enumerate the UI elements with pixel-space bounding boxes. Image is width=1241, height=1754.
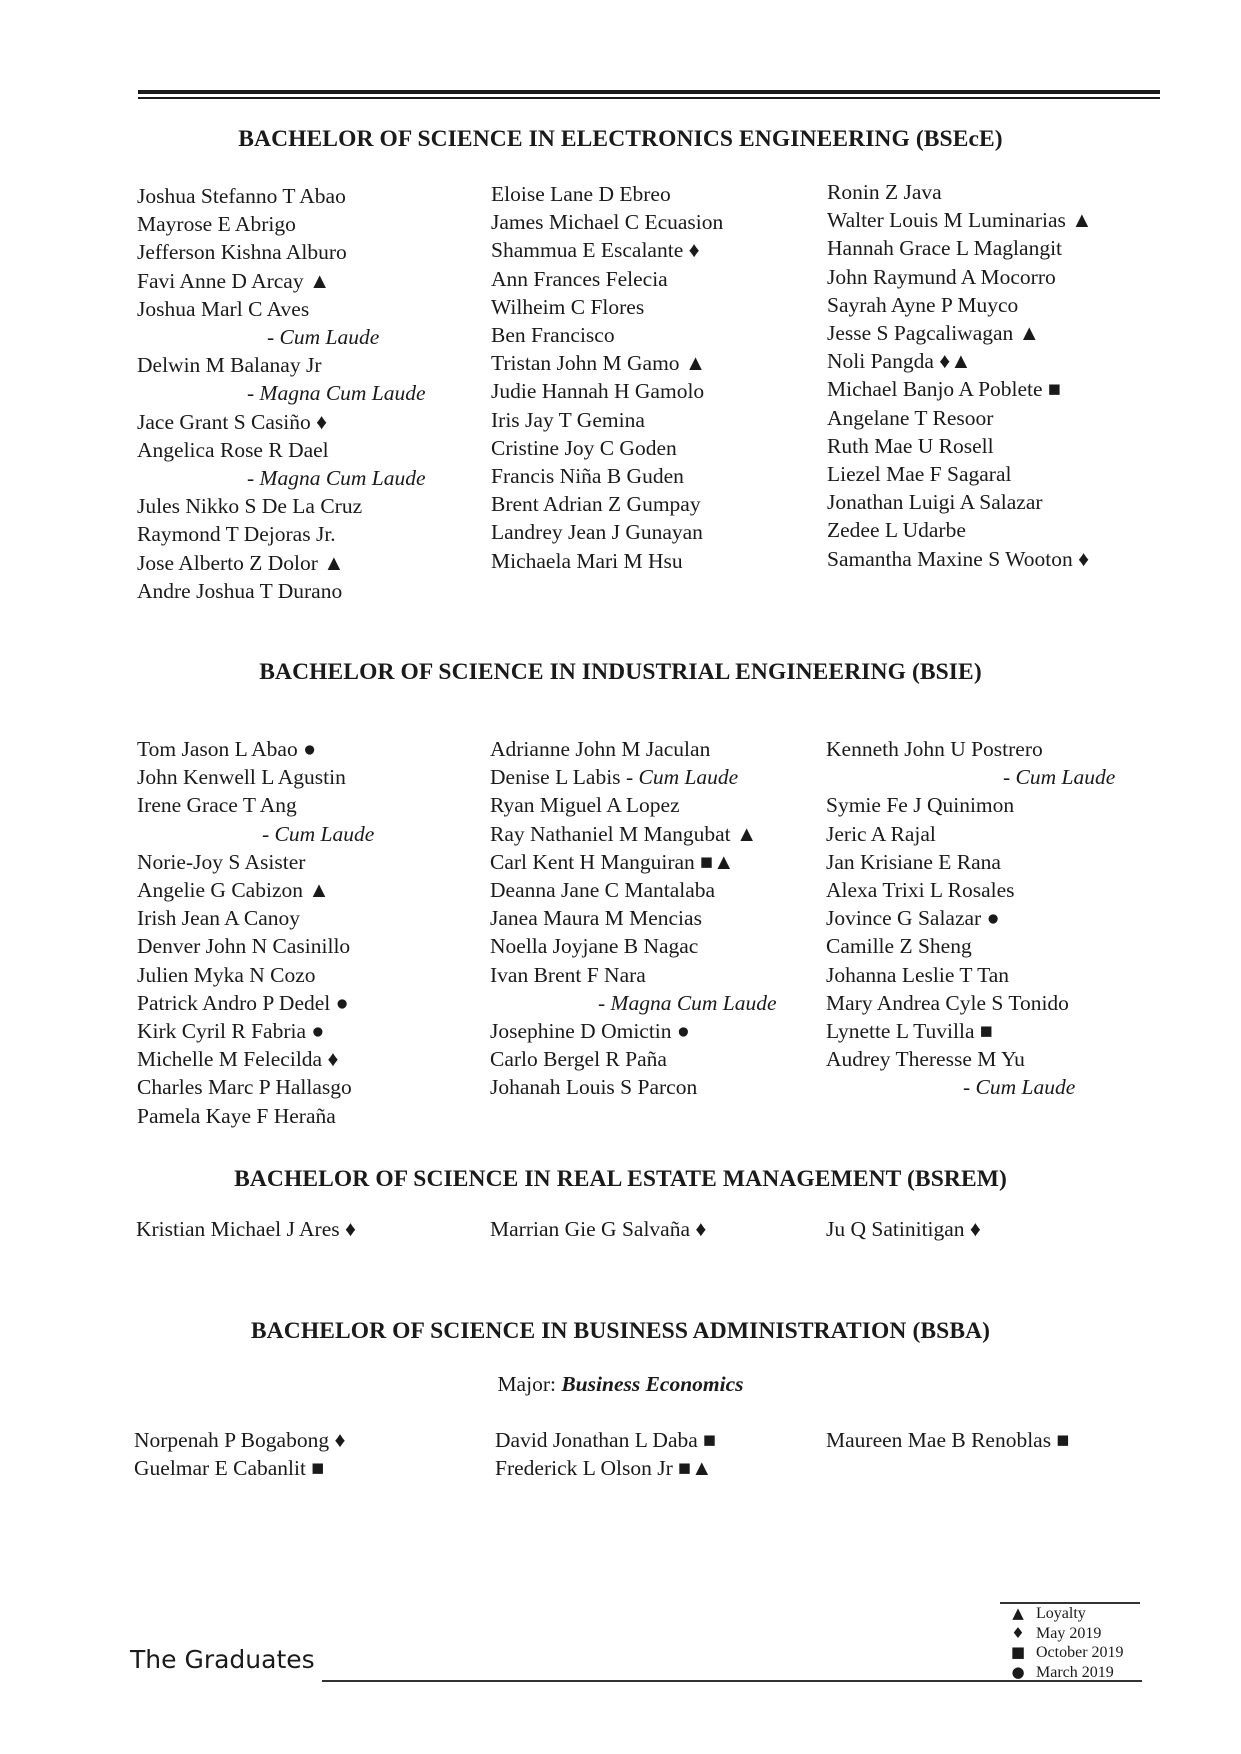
list-item: John Kenwell L Agustin	[137, 765, 346, 790]
honor-label: - Cum Laude	[1003, 765, 1116, 790]
major-value: Business Economics	[561, 1372, 744, 1396]
bsba-column-3	[826, 1426, 1069, 1454]
list-item: Kirk Cyril R Fabria ●	[137, 1019, 325, 1044]
list-item: Ronin Z Java	[827, 180, 942, 204]
bsrem-column-2	[490, 1215, 706, 1243]
list-item: Janea Maura M Mencias	[490, 906, 702, 931]
list-item: Noli Pangda ♦▲	[827, 349, 972, 374]
square-icon: ■	[1010, 1643, 1026, 1661]
list-item: Maureen Mae B Renoblas ■	[826, 1428, 1070, 1452]
list-item: Adrianne John M Jaculan	[490, 737, 711, 761]
list-item: Ray Nathaniel M Mangubat ▲	[490, 821, 758, 846]
bsece-column-2	[491, 180, 723, 575]
list-item: Charles Marc P Hallasgo	[137, 1075, 352, 1100]
honor-label: - Magna Cum Laude	[247, 466, 426, 491]
list-item: Zedee L Udarbe	[827, 518, 966, 543]
list-item: Raymond T Dejoras Jr.	[137, 522, 336, 547]
list-item: Johanna Leslie T Tan	[826, 962, 1010, 987]
bsie-column-3	[826, 735, 1115, 1102]
legend-item-october-2019	[1000, 1643, 1124, 1663]
list-item: Jeric A Rajal	[826, 821, 936, 846]
honor-label: - Cum Laude	[262, 821, 375, 846]
list-item: Jovince G Salazar ●	[826, 906, 1000, 931]
legend-item-may-2019	[1000, 1624, 1124, 1644]
list-item: James Michael C Ecuasion	[491, 210, 724, 235]
list-item: Eloise Lane D Ebreo	[491, 182, 671, 206]
honor-label: - Cum Laude	[267, 325, 380, 350]
list-item: Lynette L Tuvilla ■	[826, 1019, 993, 1044]
list-item: Jonathan Luigi A Salazar	[827, 490, 1043, 515]
bsie-column-1	[137, 735, 374, 1130]
list-item: Ju Q Satinitigan ♦	[826, 1217, 981, 1241]
list-item: Landrey Jean J Gunayan	[491, 520, 703, 545]
list-item: Guelmar E Cabanlit ■	[134, 1456, 325, 1481]
list-item: John Raymund A Mocorro	[827, 264, 1056, 289]
section-heading-bsrem: BACHELOR OF SCIENCE IN REAL ESTATE MANAGEMENT (BSREM)	[234, 1166, 1007, 1192]
list-item: Angelane T Resoor	[827, 405, 994, 430]
honor-label: - Magna Cum Laude	[598, 990, 777, 1015]
bsece-column-1	[137, 182, 426, 605]
list-item: Iris Jay T Gemina	[491, 407, 645, 432]
list-item	[490, 763, 777, 791]
list-item: Jan Krisiane E Rana	[826, 849, 1001, 874]
list-item: Kenneth John U Postrero	[826, 737, 1043, 761]
honor-label: - Cum Laude	[963, 1075, 1076, 1100]
list-item: Irish Jean A Canoy	[137, 906, 301, 931]
list-item: Camille Z Sheng	[826, 934, 972, 959]
list-item: Norpenah P Bogabong ♦	[134, 1428, 346, 1452]
list-item: Shammua E Escalante ♦	[491, 238, 700, 263]
section-heading-bsba: BACHELOR OF SCIENCE IN BUSINESS ADMINISTRATION (BSBA)	[250, 1318, 991, 1344]
list-item: Alexa Trixi L Rosales	[826, 878, 1015, 903]
legend-label: March 2019	[1036, 1663, 1114, 1681]
list-item: Ben Francisco	[491, 323, 615, 348]
symbol-legend	[1000, 1604, 1124, 1682]
bsrem-column-1	[136, 1215, 356, 1243]
major-label: Major:	[497, 1372, 562, 1396]
diamond-icon: ♦	[1011, 1623, 1025, 1642]
list-item: Tristan John M Gamo ▲	[491, 351, 707, 376]
legend-label: October 2019	[1036, 1644, 1124, 1661]
list-item: Ann Frances Felecia	[491, 266, 668, 291]
section-heading-bsie: BACHELOR OF SCIENCE IN INDUSTRIAL ENGINEERING (BSIE)	[259, 659, 982, 685]
list-item: Joshua Stefanno T Abao	[137, 184, 346, 208]
list-item: Ryan Miguel A Lopez	[490, 793, 680, 818]
list-item: Hannah Grace L Maglangit	[827, 236, 1063, 261]
list-item: Favi Anne D Arcay ▲	[137, 268, 331, 293]
list-item: Mayrose E Abrigo	[137, 212, 296, 237]
list-item: Marrian Gie G Salvaña ♦	[490, 1217, 707, 1241]
honor-label: - Cum Laude	[625, 765, 739, 790]
bsie-column-2	[490, 735, 777, 1102]
list-item: Deanna Jane C Mantalaba	[490, 878, 716, 903]
list-item: Angelie G Cabizon ▲	[137, 878, 330, 903]
list-item: Norie-Joy S Asister	[137, 849, 306, 874]
list-item: Angelica Rose R Dael	[137, 437, 329, 462]
list-item-name: Denise L Labis	[490, 765, 621, 790]
list-item: Cristine Joy C Goden	[491, 435, 677, 460]
list-item: Ivan Brent F Nara	[490, 962, 646, 987]
list-item: Jefferson Kishna Alburo	[137, 240, 347, 265]
list-item: Noella Joyjane B Nagac	[490, 934, 699, 959]
major-line	[0, 1372, 1241, 1397]
list-item: Jace Grant S Casiño ♦	[137, 409, 328, 434]
list-item: Mary Andrea Cyle S Tonido	[826, 990, 1069, 1015]
circle-icon: ●	[1011, 1662, 1025, 1681]
list-item: Patrick Andro P Dedel ●	[137, 990, 349, 1015]
list-item: Carl Kent H Manguiran ■▲	[490, 849, 735, 874]
list-item: Michelle M Felecilda ♦	[137, 1047, 339, 1072]
list-item: Joshua Marl C Aves	[137, 296, 310, 321]
list-item: Judie Hannah H Gamolo	[491, 379, 705, 404]
list-item: Denver John N Casinillo	[137, 934, 351, 959]
list-item: Wilheim C Flores	[491, 294, 645, 319]
top-rule-thin	[138, 97, 1160, 99]
bsba-column-2	[495, 1426, 716, 1482]
list-item: Ruth Mae U Rosell	[827, 433, 994, 458]
list-item: Audrey Theresse M Yu	[826, 1047, 1025, 1072]
list-item: Jesse S Pagcaliwagan ▲	[827, 321, 1040, 346]
list-item: Liezel Mae F Sagaral	[827, 462, 1012, 487]
bsrem-column-3	[826, 1215, 981, 1243]
list-item: Pamela Kaye F Heraña	[137, 1103, 336, 1128]
triangle-icon: ▲	[1012, 1604, 1024, 1622]
legend-label: May 2019	[1036, 1624, 1102, 1642]
honor-label: - Magna Cum Laude	[247, 381, 426, 406]
list-item: Jose Alberto Z Dolor ▲	[137, 550, 345, 575]
list-item: Frederick L Olson Jr ■▲	[495, 1456, 713, 1481]
list-item: Josephine D Omictin ●	[490, 1019, 690, 1044]
list-item: Brent Adrian Z Gumpay	[491, 492, 701, 517]
legend-item-loyalty	[1000, 1604, 1124, 1624]
list-item: Walter Louis M Luminarias ▲	[827, 208, 1093, 233]
list-item: Michaela Mari M Hsu	[491, 548, 683, 573]
list-item: Samantha Maxine S Wooton ♦	[827, 546, 1090, 571]
top-rule-thick	[138, 90, 1160, 94]
section-heading-bsece: BACHELOR OF SCIENCE IN ELECTRONICS ENGINEERING (BSEcE)	[238, 126, 1003, 152]
legend-label: Loyalty	[1036, 1605, 1086, 1622]
list-item: Andre Joshua T Durano	[137, 578, 343, 603]
list-item: Delwin M Balanay Jr	[137, 353, 322, 378]
list-item: Jules Nikko S De La Cruz	[137, 494, 363, 519]
list-item: Francis Niña B Guden	[491, 464, 684, 489]
list-item: Tom Jason L Abao ●	[137, 737, 317, 761]
list-item: Julien Myka N Cozo	[137, 962, 316, 987]
bsece-column-3	[827, 178, 1093, 573]
list-item: Carlo Bergel R Paña	[490, 1047, 667, 1072]
footer-title: The Graduates	[130, 1645, 315, 1674]
list-item: Sayrah Ayne P Muyco	[827, 292, 1019, 317]
list-item: Michael Banjo A Poblete ■	[827, 377, 1061, 402]
list-item: Kristian Michael J Ares ♦	[136, 1217, 356, 1241]
footer-rule	[322, 1680, 1142, 1682]
bsba-column-1	[134, 1426, 345, 1482]
list-item: Johanah Louis S Parcon	[490, 1075, 698, 1100]
list-item: Irene Grace T Ang	[137, 793, 297, 818]
list-item: Symie Fe J Quinimon	[826, 793, 1015, 818]
list-item: David Jonathan L Daba ■	[495, 1428, 717, 1452]
